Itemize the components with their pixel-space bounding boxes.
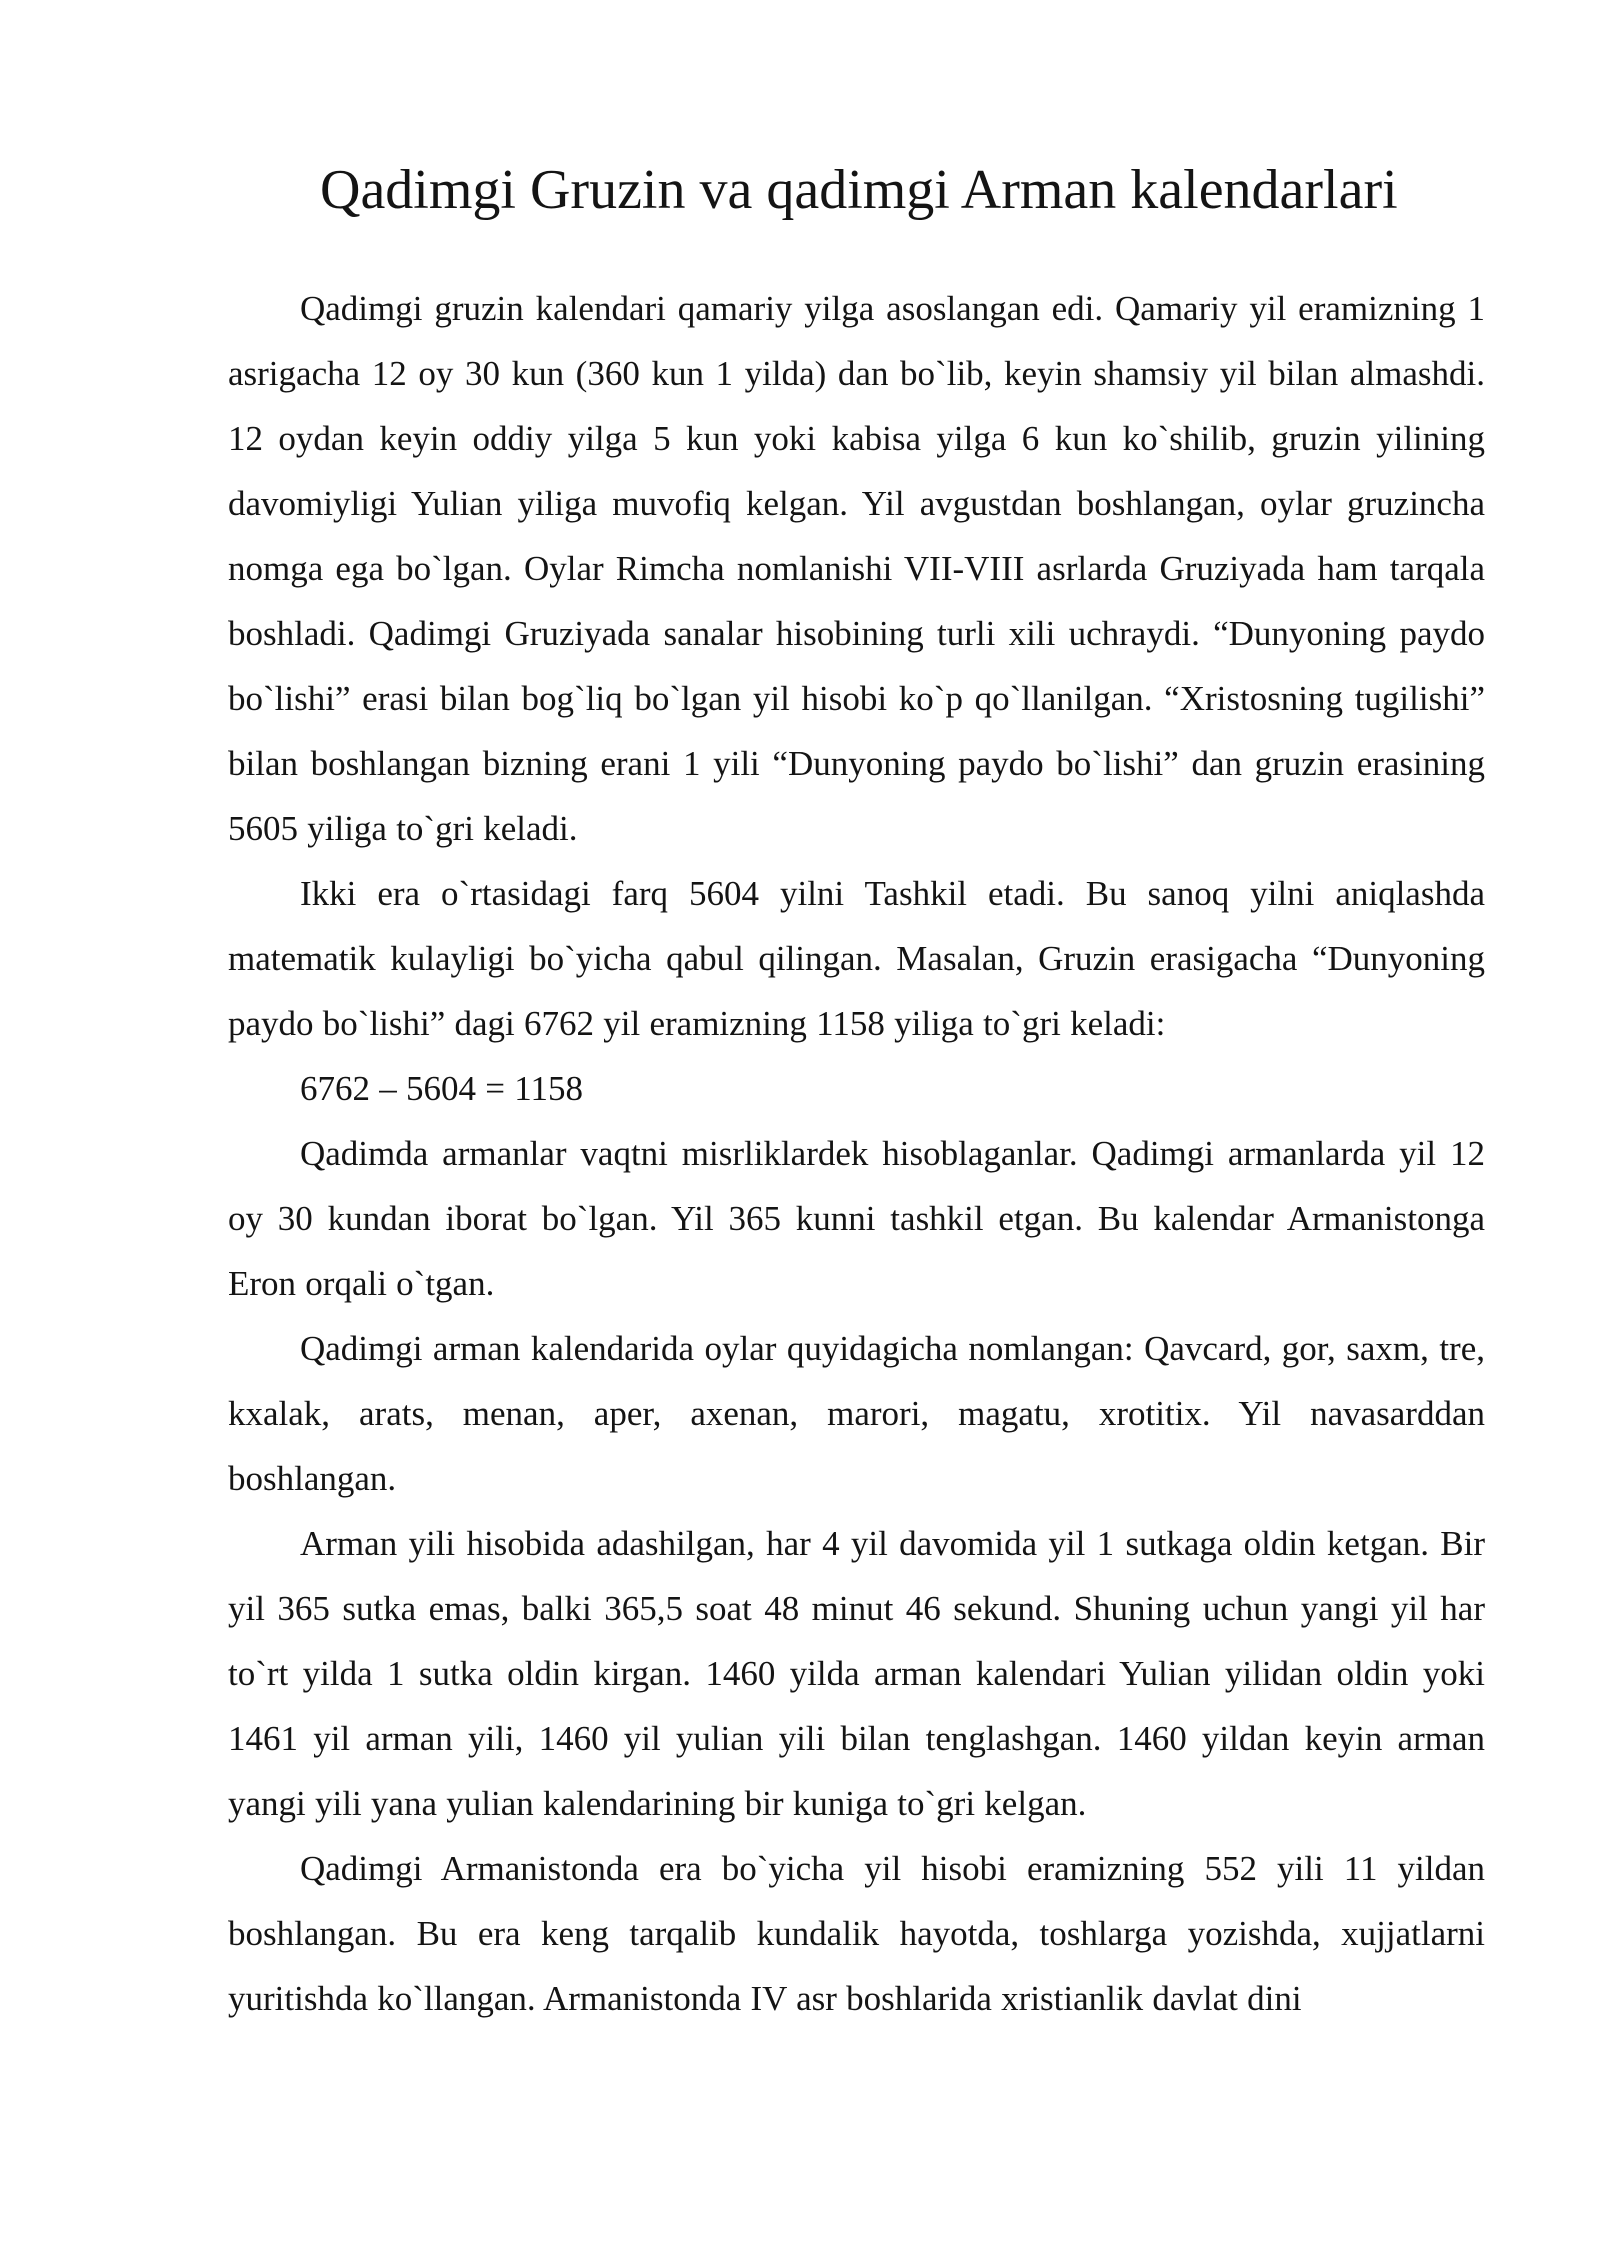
paragraph-armenian-calendar: Qadimda armanlar vaqtni misrliklardek hisoblaganlar. Qadimgi armanlarda yil 12 oy 30 kundan iborat bo`lgan. Yil 365 kunni tashkil etgan. Bu kalendar Armanistonga Eron orqali o`tgan. xyxy=(228,1134,1485,1303)
paragraph-era-difference: Ikki era o`rtasidagi farq 5604 yilni Tashkil etadi. Bu sanoq yilni aniqlashda matematik kulayligi bo`yicha qabul qilingan. Masalan, Gruzin erasigacha “Dunyoning paydo bo`lishi” dagi 6762 yil eramizning 1158 yiliga to`gri keladi: xyxy=(228,874,1485,1043)
formula-line: 6762 – 5604 = 1158 xyxy=(300,1069,583,1108)
paragraph-armenian-era: Qadimgi Armanistonda era bo`yicha yil hisobi eramizning 552 yili 11 yildan boshlangan. Bu era keng tarqalib kundalik hayotda, toshlarga yozishda, xujjatlarni yuritishda ko`llangan. Armanistonda IV asr boshlarida xristianlik davlat dini xyxy=(228,1849,1485,2018)
paragraph-georgian-calendar: Qadimgi gruzin kalendari qamariy yilga asoslangan edi. Qamariy yil eramizning 1 asrigacha 12 oy 30 kun (360 kun 1 yilda) dan bo`lib, keyin shamsiy yil bilan almashdi. 12 oydan keyin oddiy yilga 5 kun yoki kabisa yilga 6 kun ko`shilib, gruzin yilining davomiyligi Yulian yiliga muvofiq kelgan. Yil avgustdan boshlangan, oylar gruzincha nomga ega bo`lgan. Oylar Rimcha nomlanishi VII-VIII asrlarda Gruziyada ham tarqala boshladi. Qadimgi Gruziyada sanalar hisobining turli xili uchraydi. “Dunyoning paydo bo`lishi” erasi bilan bog`liq bo`lgan yil hisobi ko`p qo`llanilgan. “Xristosning tugilishi” bilan boshlangan bizning erani 1 yili “Dunyoning paydo bo`lishi” dan gruzin erasining 5605 yiliga to`gri keladi. xyxy=(228,289,1485,848)
paragraph-armenian-year-drift: Arman yili hisobida adashilgan, har 4 yil davomida yil 1 sutkaga oldin ketgan. Bir yil 365 sutka emas, balki 365,5 soat 48 minut 46 sekund. Shuning uchun yangi yil har to`rt yilda 1 sutka oldin kirgan. 1460 yilda arman kalendari Yulian yilidan oldin yoki 1461 yil arman yili, 1460 yil yulian yili bilan tenglashgan. 1460 yildan keyin arman yangi yili yana yulian kalendarining bir kuniga to`gri kelgan. xyxy=(228,1524,1485,1823)
document-body xyxy=(228,276,1485,2031)
document-title: Qadimgi Gruzin va qadimgi Arman kalendarlari xyxy=(320,159,1398,221)
paragraph-armenian-months: Qadimgi arman kalendarida oylar quyidagicha nomlangan: Qavcard, gor, saxm, tre, kxalak, arats, menan, aper, axenan, marori, magatu, xrotitix. Yil navasarddan boshlangan. xyxy=(228,1329,1485,1498)
